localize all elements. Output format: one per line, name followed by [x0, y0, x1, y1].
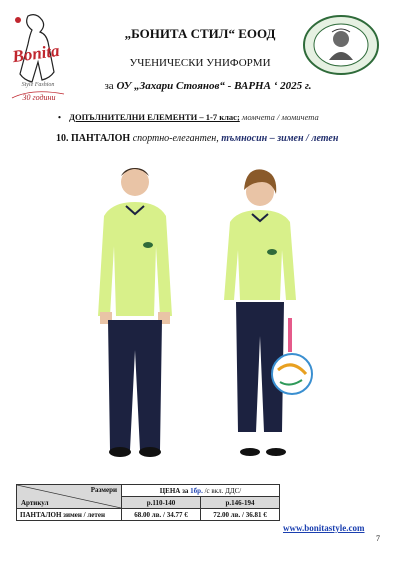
corner-article-label: Артикул: [21, 499, 49, 507]
corner-sizes-label: Размери: [90, 486, 117, 494]
item-number: 10. ПАНТАЛОН: [56, 133, 131, 144]
table-corner-cell: [17, 485, 122, 509]
price-header-prefix: ЦЕНА за: [159, 486, 189, 495]
section-line: [58, 112, 388, 122]
school-name: ОУ „Захари Стоянов“ - ВАРНА ‘ 2025 г.: [116, 80, 312, 92]
size-column-1: р.110-140: [122, 497, 201, 509]
website-link[interactable]: www.bonitastyle.com: [283, 523, 365, 533]
item-title: [56, 133, 386, 144]
price-header-suffix: /с вкл. ДДС/: [204, 486, 242, 495]
school-prefix: за: [104, 80, 114, 92]
price-cell-2: 72.00 лв. / 36.81 €: [201, 509, 280, 521]
size-column-2: р.146-194: [201, 497, 280, 509]
page-number: 7: [376, 534, 380, 543]
school-seal: [302, 14, 380, 76]
girl-figure: [224, 169, 312, 456]
logo-years: 30 години: [22, 93, 56, 102]
price-header-qty: 1бр.: [190, 486, 203, 495]
logo-tagline: Style Fashion: [21, 82, 55, 88]
section-gender: момчета / момичета: [241, 112, 319, 122]
item-description: спортно-елегантен,: [132, 133, 219, 144]
school-line: [68, 80, 348, 92]
section-label: ДОПЪЛНИТЕЛНИ ЕЛЕМЕНТИ – 1-7 клас;: [69, 112, 240, 122]
product-photo: [90, 160, 330, 470]
price-cell-1: 68.00 лв. / 34.77 €: [122, 509, 201, 521]
price-table: [16, 484, 280, 521]
item-color: тъмносин – зимен / летен: [221, 133, 339, 144]
document-subtitle: УЧЕНИЧЕСКИ УНИФОРМИ: [129, 57, 271, 69]
bullet: •: [58, 112, 61, 122]
table-row-label: ПАНТАЛОН зимен / летен: [17, 509, 122, 521]
company-name: „БОНИТА СТИЛ“ ЕООД: [124, 26, 276, 41]
price-header: [122, 485, 280, 497]
boy-figure: [98, 168, 172, 457]
logo-wordmark: Bonita: [11, 40, 61, 67]
